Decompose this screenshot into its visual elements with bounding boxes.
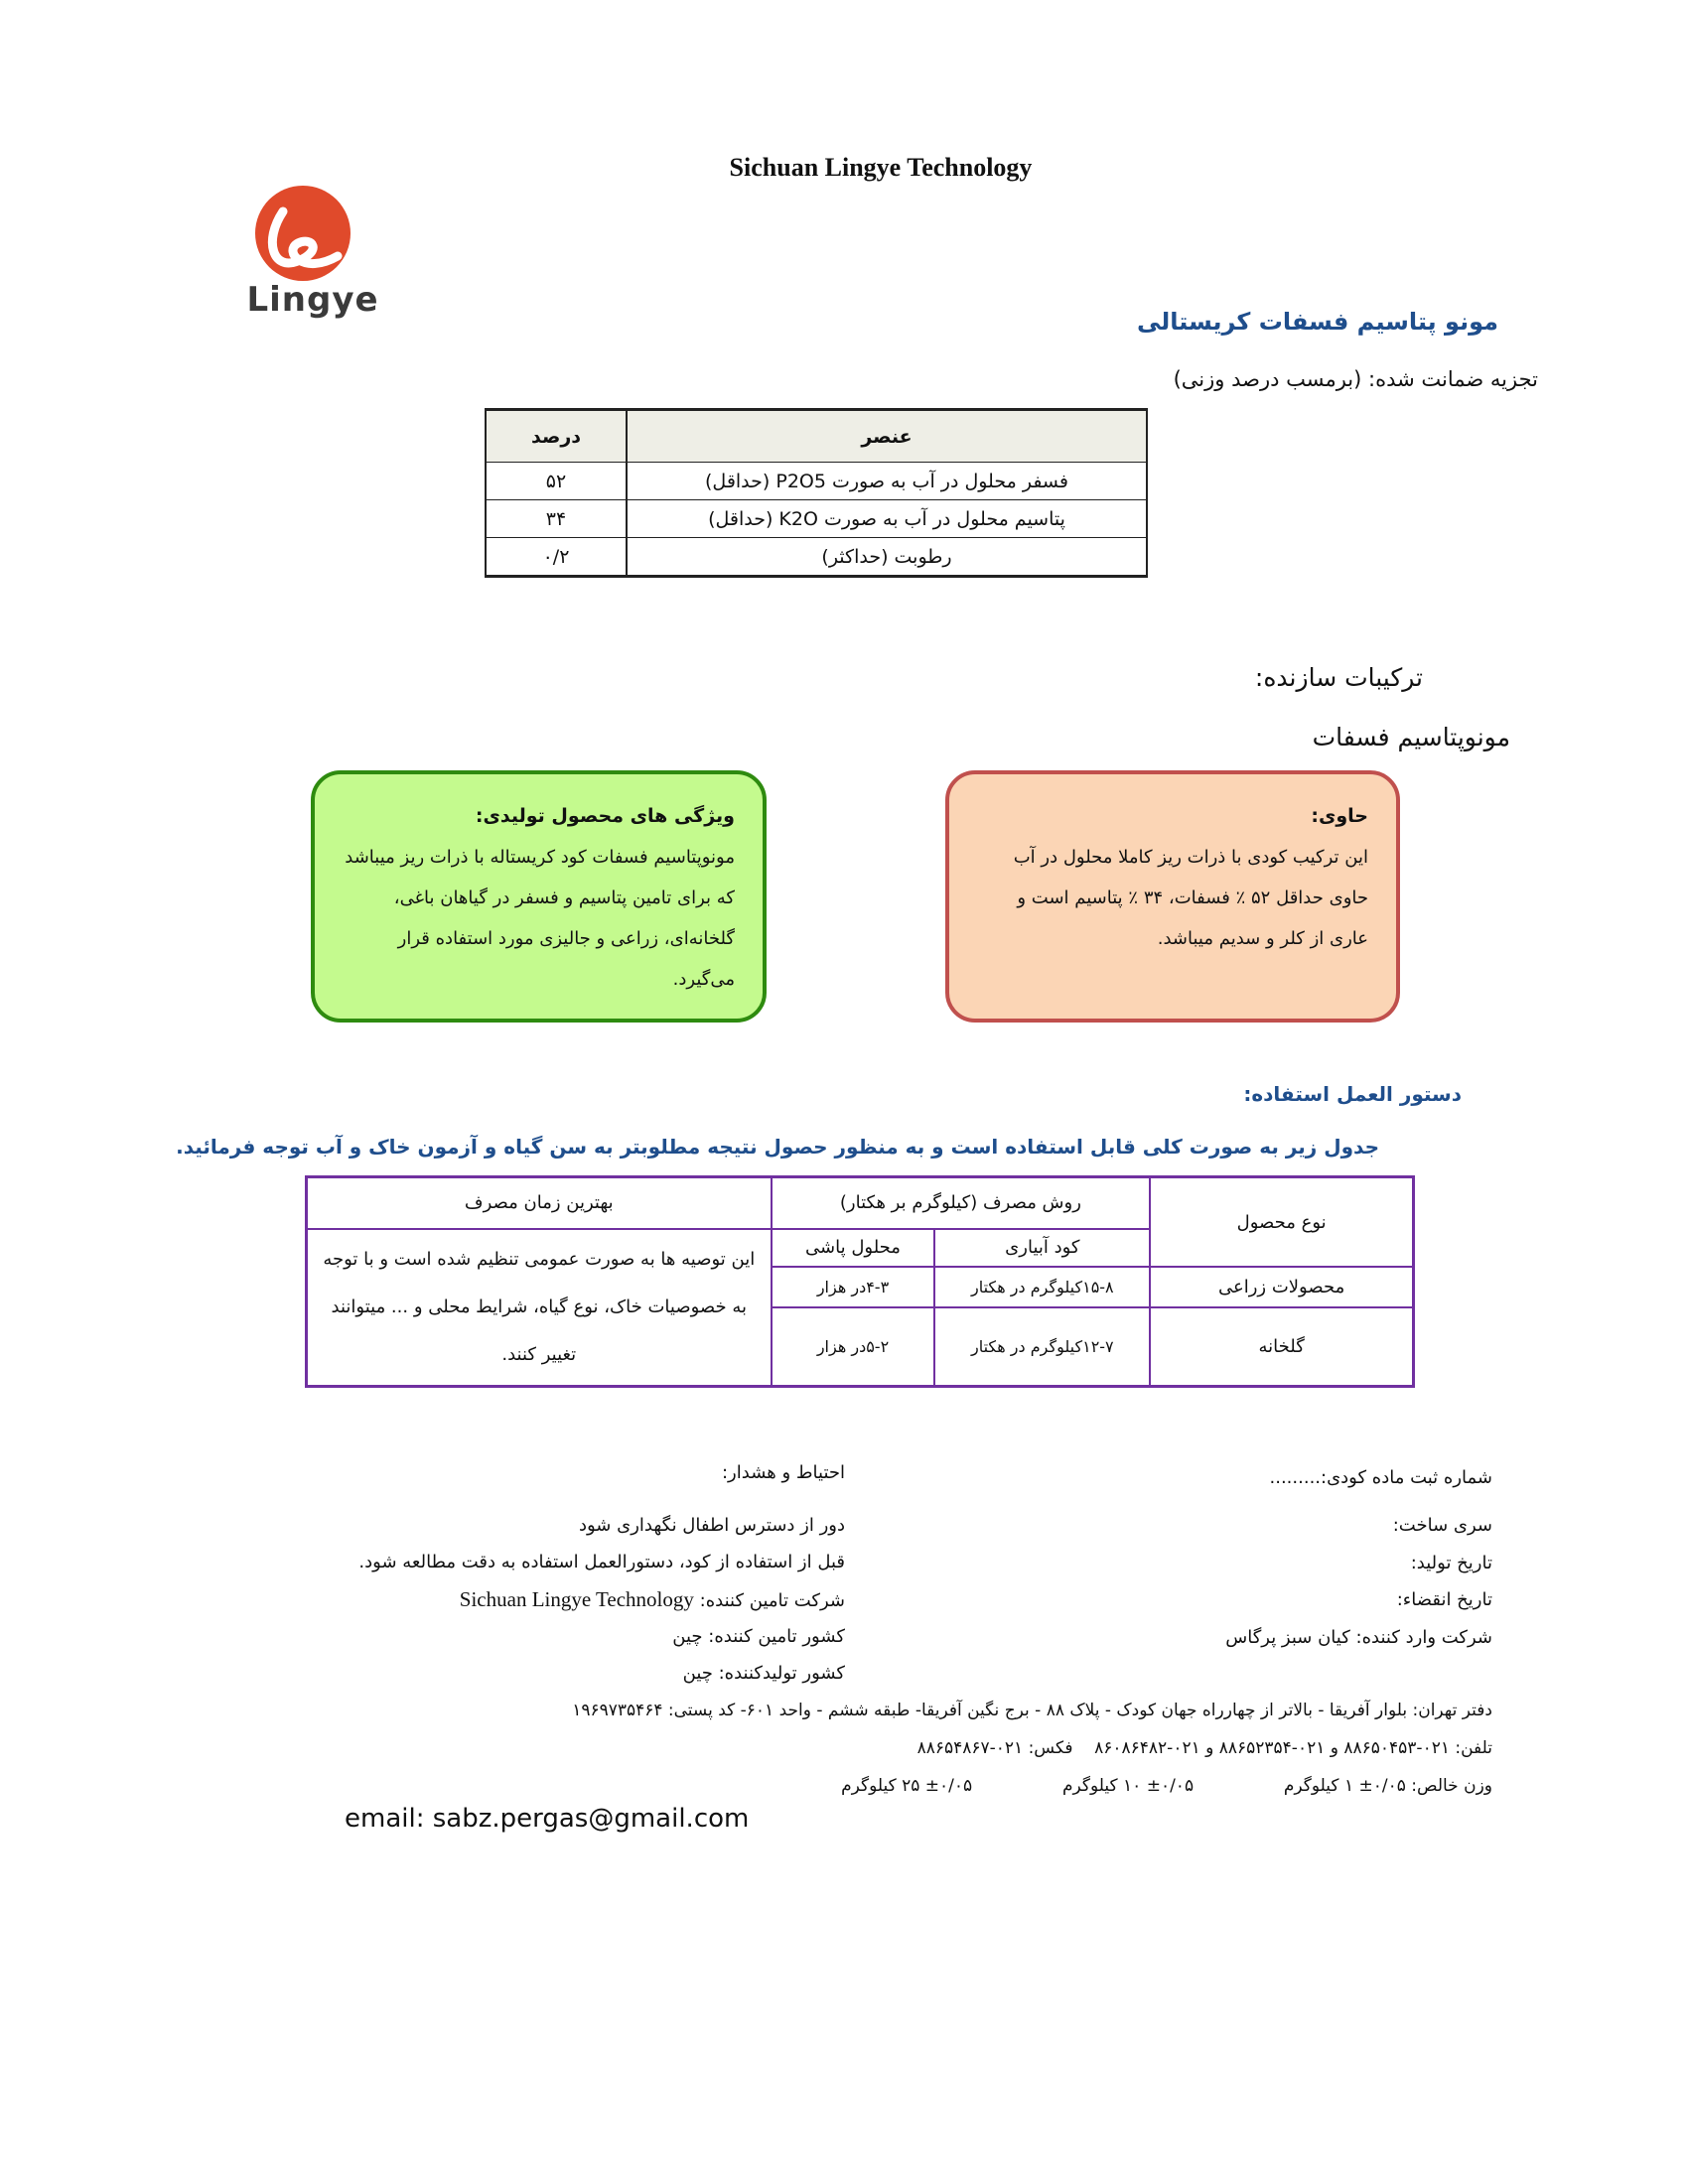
table-header-row bbox=[307, 1177, 1414, 1229]
usage-label: دستور العمل استفاده: bbox=[1243, 1082, 1462, 1106]
net-weight-label: وزن خالص: bbox=[1411, 1776, 1492, 1796]
warnings-title: احتیاط و هشدار: bbox=[721, 1462, 845, 1483]
header-spray: محلول پاشی bbox=[772, 1229, 935, 1268]
analysis-table bbox=[485, 408, 1148, 578]
reg-number: شماره ثبت ماده کودی:......... bbox=[1269, 1467, 1492, 1488]
expiry-date: تاریخ انقضاء: bbox=[1396, 1589, 1492, 1610]
batch-number: سری ساخت: bbox=[1392, 1515, 1492, 1536]
weight-option: ۰/۰۵± ۱ کیلوگرم bbox=[1283, 1776, 1406, 1796]
row-spray: ۴-۳در هزار bbox=[772, 1267, 935, 1307]
warning-line: دور از دسترس اطفال نگهداری شود bbox=[578, 1515, 845, 1536]
contains-text: این ترکیب کودی با ذرات ریز کاملا محلول در آب حاوی حداقل ۵۲ ٪ فسفات، ۳۴ ٪ پتاسیم است و عاری از کلر و سدیم میباشد. bbox=[1013, 847, 1368, 949]
row-element: رطوبت (حداکثر) bbox=[627, 538, 1147, 577]
header-method: روش مصرف (کیلوگرم بر هکتار) bbox=[772, 1177, 1151, 1229]
phone-numbers: تلفن: ۰۲۱-۸۸۶۵۰۴۵۳ و ۰۲۱-۸۸۶۵۲۳۵۴ و ۰۲۱-۸۶۰۸۶۴۸۲ bbox=[1094, 1738, 1492, 1758]
header-best-time: بهترین زمان مصرف bbox=[307, 1177, 772, 1229]
composition-value: مونوپتاسیم فسفات bbox=[1312, 723, 1510, 751]
contains-title: حاوی: bbox=[1311, 805, 1368, 827]
usage-note: جدول زیر به صورت کلی قابل استفاده است و به منظور حصول نتیجه مطلوبتر به سن گیاه و آزمون خاک و آب توجه فرمائید. bbox=[176, 1135, 1379, 1159]
row-percent: ۵۲ bbox=[486, 463, 627, 500]
row-irrigation: ۱۲-۷کیلوگرم در هکتار bbox=[934, 1307, 1150, 1386]
row-spray: ۵-۲در هزار bbox=[772, 1307, 935, 1386]
row-product: محصولات زراعی bbox=[1150, 1267, 1413, 1307]
supplier-country: کشور تامین کننده: چین bbox=[672, 1626, 845, 1647]
row-percent: ۳۴ bbox=[486, 500, 627, 538]
row-element: پتاسیم محلول در آب به صورت K2O (حداقل) bbox=[627, 500, 1147, 538]
company-header: Sichuan Lingye Technology bbox=[729, 153, 1033, 182]
supplier-label: شرکت تامین کننده: bbox=[699, 1590, 845, 1611]
production-date: تاریخ تولید: bbox=[1410, 1553, 1492, 1573]
importer: شرکت وارد کننده: کیان سبز پرگاس bbox=[1225, 1627, 1492, 1648]
features-text: مونوپتاسیم فسفات کود کریستاله با ذرات ریز میباشد که برای تامین پتاسیم و فسفر در گیاهان باغی، گلخانه‌ای، زراعی و جالیزی مورد استفاده قرار می‌گیرد. bbox=[345, 847, 735, 990]
table-row bbox=[486, 500, 1147, 538]
fax-number: فکس: ۰۲۱-۸۸۶۵۴۸۶۷ bbox=[916, 1738, 1073, 1758]
contact-numbers bbox=[917, 1738, 1492, 1758]
supplier bbox=[460, 1587, 845, 1612]
header-product-type: نوع محصول bbox=[1150, 1177, 1413, 1268]
product-title: مونو پتاسیم فسفات کریستالی bbox=[1136, 308, 1498, 336]
features-box bbox=[311, 770, 767, 1023]
header-percent: درصد bbox=[486, 410, 627, 463]
row-percent: ۰/۲ bbox=[486, 538, 627, 577]
composition-label: ترکیبات سازنده: bbox=[1254, 663, 1423, 692]
weight-option: ۰/۰۵± ۱۰ کیلوگرم bbox=[1061, 1776, 1195, 1796]
usage-table bbox=[305, 1175, 1415, 1388]
table-header-row bbox=[486, 410, 1147, 463]
best-time-text: این توصیه ها به صورت عمومی تنظیم شده است و با توجه به خصوصیات خاک، نوع گیاه، شرایط محلی و ... میتوانند تغییر کنند. bbox=[307, 1229, 772, 1387]
header-element: عنصر bbox=[627, 410, 1147, 463]
features-title: ویژگی های محصول تولیدی: bbox=[475, 805, 735, 827]
analysis-label: تجزیه ضمانت شده: (برمسب درصد وزنی) bbox=[1173, 367, 1538, 391]
contains-box bbox=[945, 770, 1400, 1023]
warning-line: قبل از استفاده از کود، دستورالعمل استفاده به دقت مطالعه شود. bbox=[358, 1552, 845, 1572]
office-address: دفتر تهران: بلوار آفریقا - بالاتر از چهارراه جهان کودک - پلاک ۸۸ - برج نگین آفریقا- طبقه ششم - واحد ۶۰۱- کد پستی: ۱۹۶۹۷۳۵۴۶۴ bbox=[572, 1701, 1492, 1720]
email-address[interactable]: email: sabz.pergas@gmail.com bbox=[345, 1804, 750, 1834]
header-irrigation: کود آبیاری bbox=[934, 1229, 1150, 1268]
table-row bbox=[486, 463, 1147, 500]
producer-country: کشور تولیدکننده: چین bbox=[682, 1663, 845, 1684]
row-irrigation: ۱۵-۸کیلوگرم در هکتار bbox=[934, 1267, 1150, 1307]
logo-text: Lingye bbox=[246, 280, 379, 320]
row-element: فسفر محلول در آب به صورت P2O5 (حداقل) bbox=[627, 463, 1147, 500]
supplier-value: Sichuan Lingye Technology bbox=[459, 1587, 694, 1611]
row-product: گلخانه bbox=[1150, 1307, 1413, 1386]
net-weight bbox=[841, 1776, 1492, 1796]
weight-option: ۰/۰۵± ۲۵ کیلوگرم bbox=[841, 1776, 973, 1796]
table-row bbox=[486, 538, 1147, 577]
